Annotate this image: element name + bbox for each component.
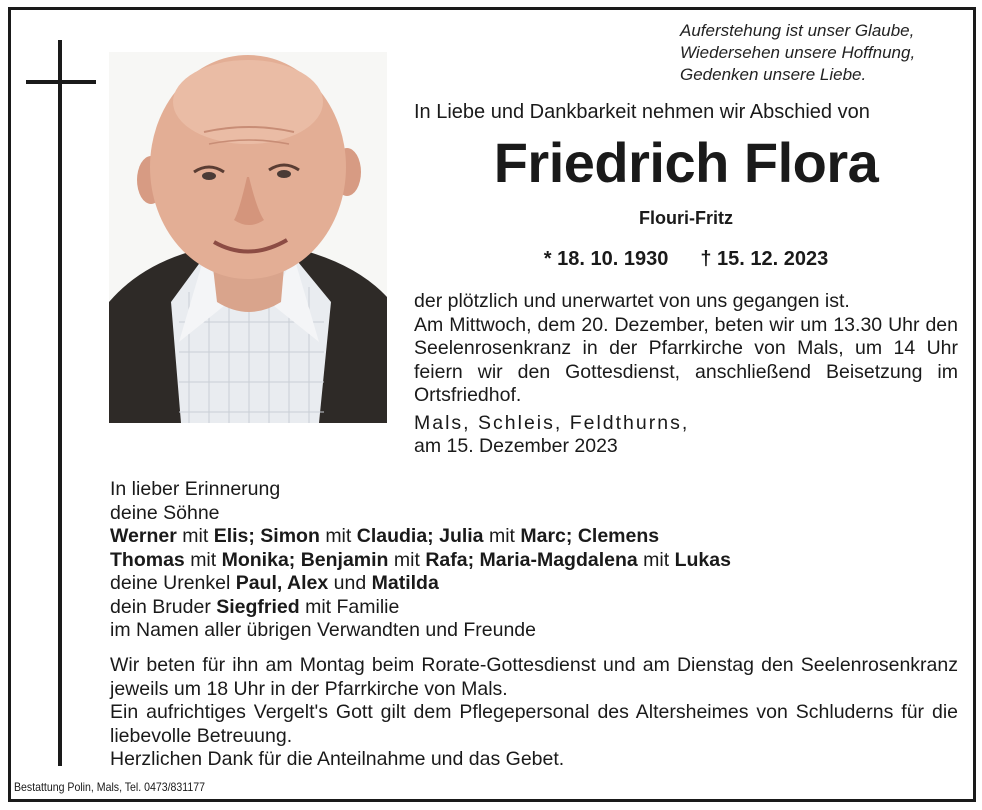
motto-line-3: Gedenken unsere Liebe.	[680, 65, 867, 84]
cross-horizontal-beam	[26, 80, 96, 84]
connector-text: mit	[393, 548, 420, 571]
motto-line-1: Auferstehung ist unser Glaube,	[680, 21, 915, 40]
family-sons-label: deine Söhne	[110, 501, 220, 524]
death-date: † 15. 12. 2023	[700, 248, 829, 270]
closing-prayer-info: Wir beten für ihn am Montag beim Rorate-Gottesdienst und am Dienstag den Seelenrosenkranz jeweils um 18 Uhr in der Pfarrkirche von Mals.	[110, 654, 958, 700]
son-name: Clemens	[577, 525, 660, 547]
motto-verse	[680, 20, 965, 86]
birth-date: * 18. 10. 1930	[543, 248, 669, 270]
partner-name: Claudia;	[356, 525, 434, 547]
son-name: Simon	[260, 525, 320, 547]
son-name: Maria-Magdalena	[479, 548, 638, 571]
partner-name: Elis;	[213, 525, 255, 547]
deceased-nickname: Flouri-Fritz	[639, 208, 733, 228]
partner-name: Lukas	[674, 548, 731, 571]
connector-text: mit	[190, 548, 217, 571]
partner-name: Monika;	[221, 548, 296, 571]
announcement-place: Mals, Schleis, Feldthurns,	[414, 411, 690, 434]
announcement-date: am 15. Dezember 2023	[414, 435, 618, 457]
funeral-home-credit: Bestattung Polin, Mals, Tel. 0473/831177	[14, 780, 206, 794]
connector-text: mit	[488, 525, 515, 547]
great-grandchildren-label: deine Urenkel	[110, 572, 231, 594]
connector-text: mit	[643, 548, 670, 571]
son-name: Benjamin	[300, 548, 389, 571]
closing-thanks-care: Ein aufrichtiges Vergelt's Gott gilt dem Pflegepersonal des Altersheimes von Schluderns für die liebevolle Betreuung.	[110, 701, 958, 747]
family-great-grandchildren	[110, 572, 930, 596]
connector-text: und	[333, 572, 367, 594]
family-row-1	[110, 525, 930, 549]
brother-label: dein Bruder	[110, 595, 211, 618]
deceased-name: Friedrich Flora	[493, 131, 879, 194]
closing-text	[110, 654, 958, 772]
family-remembrance: In lieber Erinnerung	[110, 478, 281, 500]
great-grandchildren-names: Paul, Alex	[235, 572, 329, 594]
partner-name: Marc;	[520, 525, 573, 547]
life-dates	[414, 245, 958, 273]
brother-suffix: mit Familie	[305, 595, 400, 618]
intro-line: In Liebe und Dankbarkeit nehmen wir Abschied von	[414, 101, 870, 123]
closing-thanks-sympathy: Herzlichen Dank für die Anteilnahme und das Gebet.	[110, 748, 565, 770]
family-list	[110, 478, 930, 643]
connector-text: mit	[325, 525, 352, 547]
son-name: Thomas	[110, 548, 185, 571]
family-others: im Namen aller übrigen Verwandten und Freunde	[110, 619, 537, 641]
son-name: Julia	[439, 525, 484, 547]
family-brother	[110, 596, 930, 620]
portrait-illustration	[109, 52, 387, 423]
connector-text: mit	[182, 525, 209, 547]
portrait-photo	[109, 52, 387, 423]
announcement-text	[414, 290, 958, 459]
announcement-first-line: der plötzlich und unerwartet von uns gegangen ist.	[414, 290, 850, 312]
family-row-2	[110, 549, 930, 573]
brother-name: Siegfried	[216, 595, 300, 618]
great-grandchild-name: Matilda	[371, 572, 439, 594]
motto-line-2: Wiedersehen unsere Hoffnung,	[680, 43, 916, 62]
cross-vertical-beam	[58, 40, 62, 766]
partner-name: Rafa;	[425, 548, 475, 571]
announcement-paragraph: Am Mittwoch, dem 20. Dezember, beten wir um 13.30 Uhr den Seelenrosenkranz in der Pfarrkirche von Mals, um 14 Uhr feiern wir den Gottesdienst, anschließend Beisetzung im Ortsfriedhof.	[414, 313, 958, 406]
son-name: Werner	[110, 525, 177, 547]
